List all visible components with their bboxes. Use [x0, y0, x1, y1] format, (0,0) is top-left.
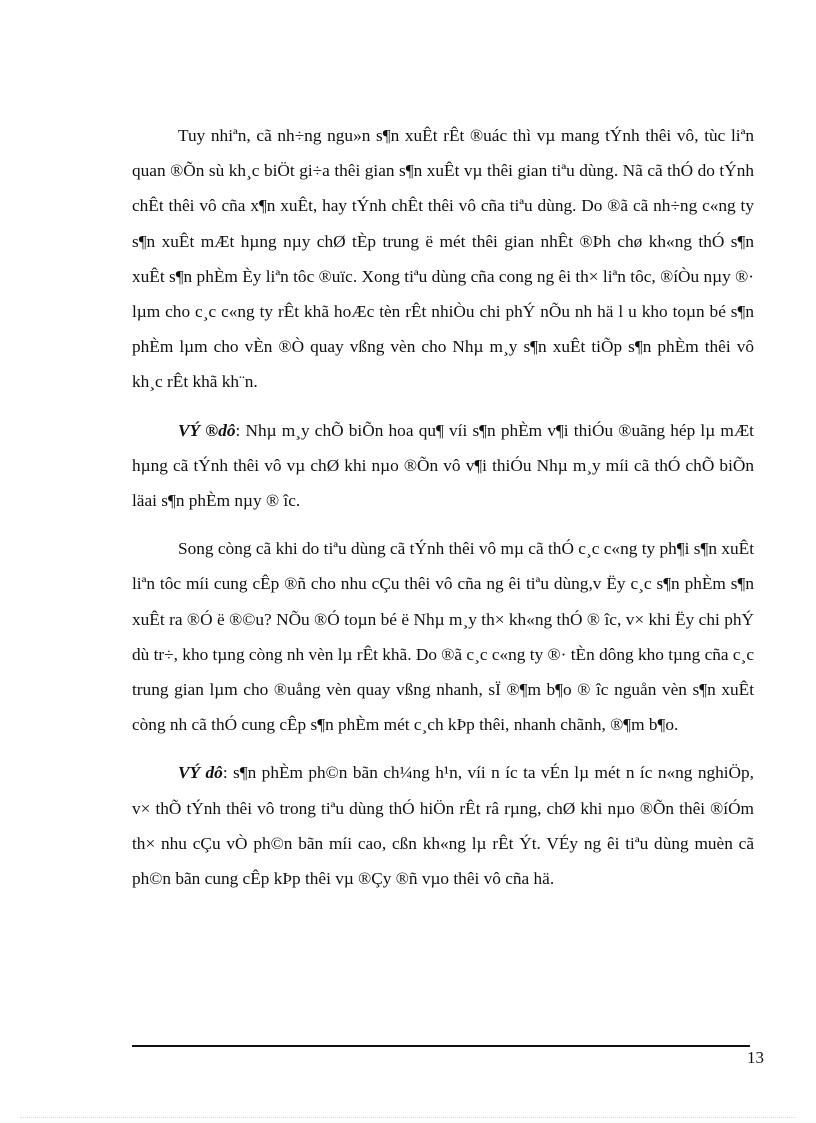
paragraph-3-text: Song còng cã khi do tiªu dùng cã tÝnh thêi vô mµ cã thÓ c¸c c«ng ty ph¶i s¶n xuÊt liªn tôc míi cung cÊp ®ñ cho nhu cÇu thêi vô cña ng êi tiªu dùng,v Ëy c¸c s¶n phÈm s¶n xuÊt ra ®Ó ë ®©u? NÕu ®Ó toµn bé ë Nhµ m¸y th× kh«ng thÓ ® îc, v× khi Ëy chi phÝ dù tr÷, kho tµng còng nh vèn lµ rÊt khã. Do ®ã c¸c c«ng ty ®· tÈn dông kho tµng cña c¸c trung gian lµm cho ®uång vèn quay vßng nhanh, sÏ ®¶m b¶o ® îc nguån vèn s¶n xuÊt còng nh cã thÓ cung cÊp s¶n phÈm mét c¸ch kÞp thêi, nhanh chãnh, ®¶m b¶o. — [132, 539, 754, 735]
paragraph-1-text: Tuy nhiªn, cã nh÷ng ngu»n s¶n xuÊt rÊt ®uác thì vµ mang tÝnh thêi vô, tùc liªn quan ®Õn sù kh¸c biÖt gi÷a thêi gian s¶n xuÊt vµ thêi gian tiªu dùng. Nã cã thÓ do tÝnh chÊt thêi vô cña x¶n xuÊt, hay tÝnh chÊt thêi vô cña tiªu dùng. Do ®ã cã nh÷ng c«ng ty s¶n xuÊt mÆt hµng nµy chØ tÈp trung ë mét thêi gian nhÊt ®Þh chø kh«ng thÓ s¶n xuÊt s¶n phÈm Èy liªn tôc ®uïc. Xong tiªu dùng cña cong ng êi th× liªn tôc, ®íÒu nµy ®· lµm cho c¸c c«ng ty rÊt khã hoÆc tèn rÊt nhiÒu chi phÝ nÕu nh hä l u kho toµn bé s¶n phÈm lµm cho vÈn ®Ò quay vßng vèn cho Nhµ m¸y s¶n xuÊt tiÕp s¶n phÈm thêi vô kh¸c rÊt khã kh¨n. — [132, 126, 754, 392]
paragraph-1 — [132, 118, 754, 400]
paragraph-3 — [132, 531, 754, 742]
paragraph-2-text: : Nhµ m¸y chÕ biÕn hoa qu¶ víi s¶n phÈm v¶i thiÓu ®uãng hép lµ mÆt hµng cã tÝnh thêi vô vµ chØ khi nµo ®Õn vô v¶i thiÓu Nhµ m¸y míi cã thÓ chÕ biÕn läai s¶n phÈm nµy ® îc. — [132, 420, 754, 511]
paragraph-4-lead: VÝ dô — [178, 763, 223, 783]
page-edge-divider — [20, 1117, 796, 1118]
paragraph-2 — [132, 413, 754, 519]
paragraph-4 — [132, 755, 754, 896]
body-text — [132, 118, 754, 909]
page-number: 13 — [747, 1048, 764, 1067]
paragraph-4-text: : s¶n phÈm ph©n bãn ch¼ng h¹n, víi n íc ta vÉn lµ mét n íc n«ng nghiÖp, v× thÕ tÝnh thêi vô trong tiªu dùng thÓ hiÖn rÊt râ rµng, chØ khi nµo ®Õn thêi ®íÓm th× nhu cÇu vÒ ph©n bãn míi cao, cßn kh«ng lµ rÊt Ýt. VÉy ng êi tiªu dùng muèn cã ph©n bãn cung cÊp kÞp thêi vµ ®Çy ®ñ vµo thêi vô cña hä. — [132, 763, 754, 889]
paragraph-2-lead: VÝ ®dô — [178, 420, 236, 440]
footer-rule — [132, 1045, 750, 1047]
